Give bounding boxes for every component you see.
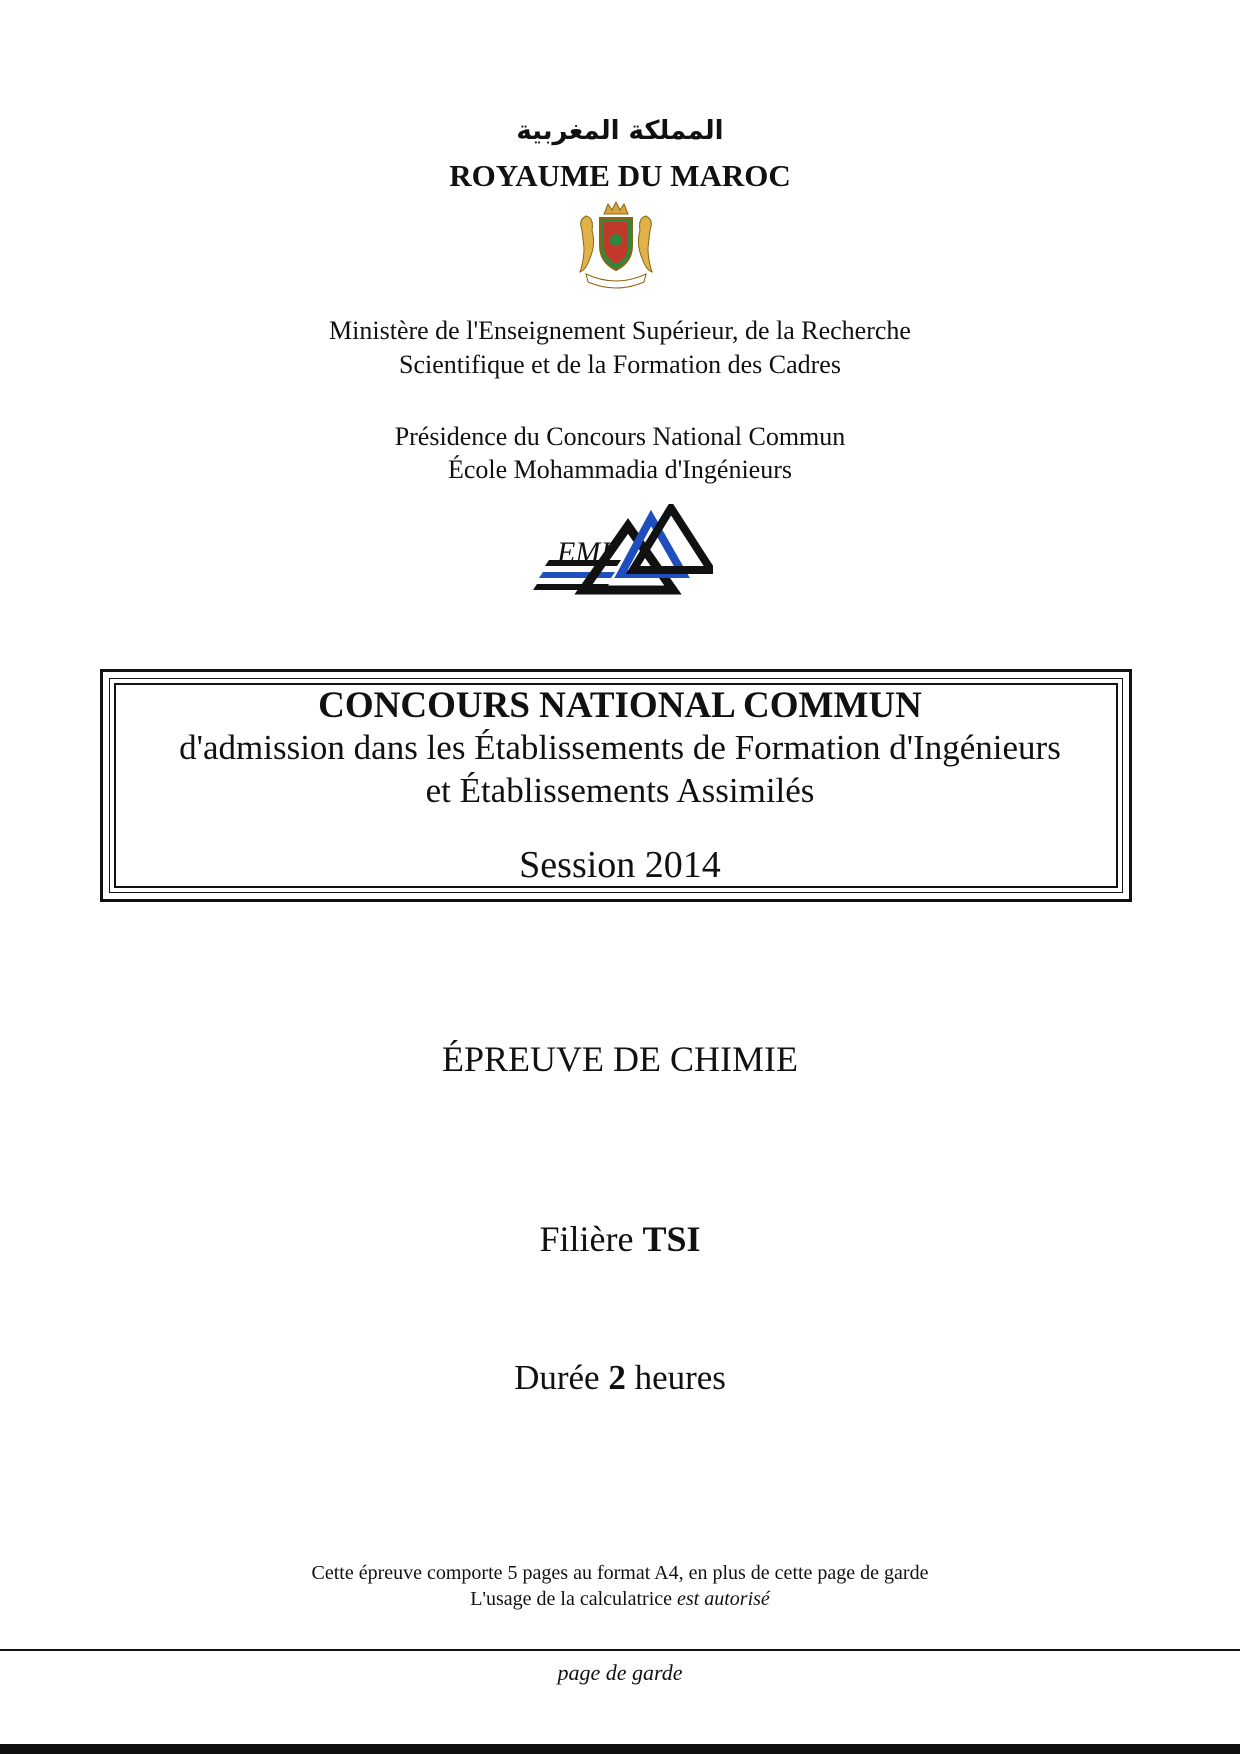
duree-value: 2 bbox=[608, 1358, 626, 1397]
concours-title: CONCOURS NATIONAL COMMUN bbox=[318, 685, 922, 726]
session-label: Session 2014 bbox=[519, 844, 721, 886]
notes-block bbox=[0, 1560, 1240, 1612]
footer-rule bbox=[0, 1649, 1240, 1651]
filiere-value: TSI bbox=[642, 1219, 701, 1259]
arabic-title: المملكة المغربية bbox=[516, 116, 724, 146]
concours-subtitle-line-2: et Établissements Assimilés bbox=[425, 771, 815, 810]
concours-subtitle bbox=[0, 726, 1240, 812]
notes-line-2 bbox=[0, 1586, 1240, 1612]
bottom-bar bbox=[0, 1744, 1240, 1754]
filiere-line bbox=[0, 1218, 1240, 1260]
ministry-line-1: Ministère de l'Enseignement Supérieur, de la Recherche bbox=[329, 316, 911, 345]
presidence-block bbox=[0, 420, 1240, 486]
presidence-line-1: Présidence du Concours National Commun bbox=[394, 422, 846, 451]
ministry-line-2: Scientifique et de la Formation des Cadres bbox=[399, 350, 841, 379]
coat-of-arms-icon bbox=[576, 200, 656, 290]
emi-logo-text: EMI bbox=[557, 536, 611, 569]
presidence-line-2: École Mohammadia d'Ingénieurs bbox=[447, 455, 793, 484]
notes-line-2-italic: est autorisé bbox=[677, 1588, 770, 1610]
country-title: ROYAUME DU MAROC bbox=[449, 158, 791, 193]
duree-label: Durée bbox=[514, 1358, 600, 1397]
exam-title: ÉPREUVE DE CHIMIE bbox=[442, 1039, 798, 1079]
notes-line-2-prefix: L'usage de la calculatrice bbox=[470, 1588, 673, 1610]
duree-line bbox=[0, 1358, 1240, 1398]
filiere-label: Filière bbox=[539, 1219, 634, 1259]
emi-logo-icon bbox=[533, 504, 713, 604]
ministry-block bbox=[0, 314, 1240, 382]
duree-unit: heures bbox=[634, 1358, 726, 1397]
concours-subtitle-line-1: d'admission dans les Établissements de Formation d'Ingénieurs bbox=[179, 728, 1061, 767]
notes-line-1: Cette épreuve comporte 5 pages au format A4, en plus de cette page de garde bbox=[311, 1562, 929, 1584]
footer-label: page de garde bbox=[557, 1660, 683, 1685]
